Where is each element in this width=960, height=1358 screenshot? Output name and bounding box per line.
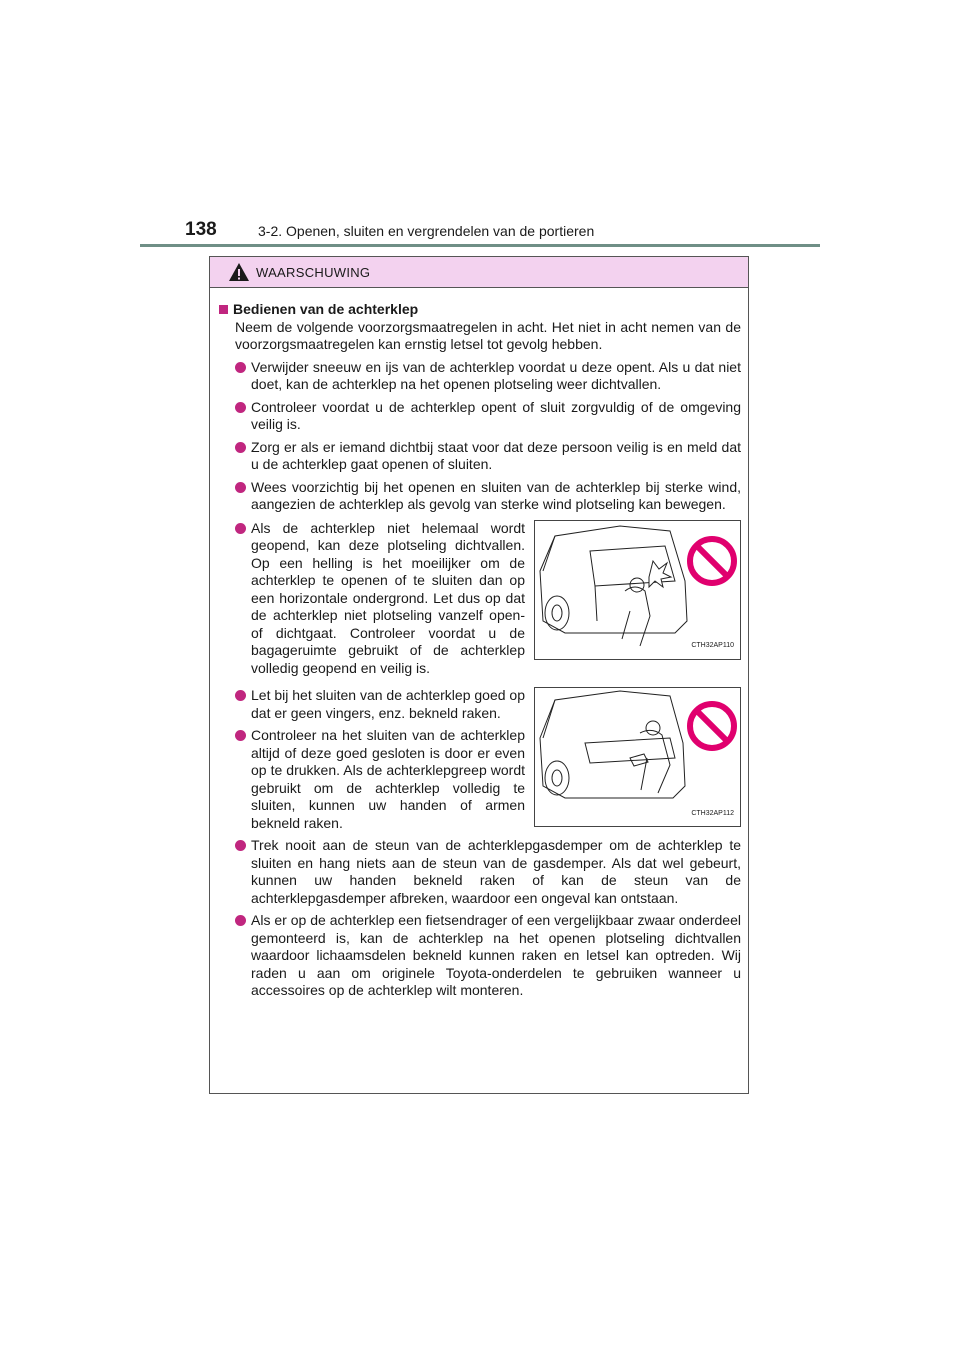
prohibition-icon bbox=[690, 539, 734, 583]
list-item-text: Wees voorzichtig bij het openen en sluiten van de achterklep bij sterke wind, aangezien de achterklep als gevolg van sterke wind plotseling kan bewegen. bbox=[251, 478, 741, 512]
list-item-text: Zorg er als er iemand dichtbij staat voor dat deze persoon veilig is en meld dat u de achterklep gaat openen of sluiten. bbox=[251, 438, 741, 472]
bullet-icon bbox=[235, 523, 246, 534]
list-item-text: Als er op de achterklep een fietsendrager of een vergelijkbaar zwaar onderdeel gemonteerd is, kan de achterklep na het openen plotseling dichtvallen waardoor lichaamsdelen bekneld kunnen raken en letsel kan optreden. Wij raden u aan om originele Toyota-onderdelen te gebruiken wanneer u accessoires op de achterklep wilt monteren. bbox=[251, 912, 741, 998]
bullet-icon bbox=[235, 402, 246, 413]
list-item bbox=[219, 399, 741, 434]
warning-box bbox=[209, 256, 749, 1094]
figure-row-2 bbox=[219, 687, 741, 832]
section-title: 3-2. Openen, sluiten en vergrendelen van de portieren bbox=[258, 223, 595, 239]
illustration-tailgate-closing bbox=[534, 520, 741, 660]
list-item-text: Controleer na het sluiten van de achterklep altijd of deze goed gesloten is door er even op te drukken. Als de achterklepgreep wordt gebruikt om de achterklep volledig te sluiten, kunnen uw handen of armen bekneld raken. bbox=[251, 727, 525, 831]
bullet-icon bbox=[235, 915, 246, 926]
list-item-text: Als de achterklep niet helemaal wordt geopend, kan deze plotseling dichtvallen. Op een helling is het moeilijker om de achterklep te openen of te sluiten dan op een horizontale ondergrond. Let dus op dat de achterklep niet plotseling vanzelf open- of dichtgaat. Controleer voordat u de bagageruimte gebruikt of de achterklep volledig geopend en veilig is. bbox=[251, 519, 525, 676]
warning-header bbox=[210, 257, 748, 288]
subheading bbox=[219, 301, 741, 319]
list-item bbox=[219, 837, 741, 907]
list-item-text: Verwijder sneeuw en ijs van de achterklep voordat u deze opent. Als u dat niet doet, kan de achterklep na het openen plotseling weer dichtvallen. bbox=[251, 358, 741, 392]
figure-code: CTH32AP112 bbox=[691, 809, 734, 817]
subheading-text: Bedienen van de achterklep bbox=[233, 301, 419, 317]
list-item bbox=[219, 439, 741, 474]
list-item bbox=[219, 687, 525, 722]
list-item bbox=[219, 727, 525, 832]
warning-content bbox=[210, 287, 748, 1000]
list-item bbox=[219, 479, 741, 514]
bullet-icon bbox=[235, 482, 246, 493]
warning-triangle-icon bbox=[228, 262, 250, 282]
prohibition-icon bbox=[690, 704, 734, 748]
figure-code: CTH32AP110 bbox=[691, 642, 734, 649]
list-item bbox=[219, 912, 741, 1000]
bullet-icon bbox=[235, 442, 246, 453]
bullet-icon bbox=[235, 690, 246, 701]
bullet-icon bbox=[235, 840, 246, 851]
header-rule bbox=[140, 244, 820, 247]
list-item-text: Let bij het sluiten van de achterklep goed op dat er geen vingers, enz. bekneld raken. bbox=[251, 687, 525, 721]
warning-label: WAARSCHUWING bbox=[256, 264, 371, 280]
bullet-icon bbox=[235, 730, 246, 741]
intro-text: Neem de volgende voorzorgsmaatregelen in acht. Het niet in acht nemen van de voorzorgsmaatregelen kan ernstig letsel tot gevolg hebben. bbox=[235, 318, 741, 352]
list-item-text: Trek nooit aan de steun van de achterklepgasdemper om de achterklep te sluiten en hang niets aan de steun van de gasdemper. Als dat wel gebeurt, kunnen uw handen bekneld raken of kan de steun van de achterklepgasdemper afbreken, waardoor een ongeval kan ontstaan. bbox=[251, 837, 741, 906]
list-item-text: Controleer voordat u de achterklep opent of sluit zorgvuldig of de omgeving veilig is. bbox=[251, 398, 741, 432]
figure-row-1 bbox=[219, 520, 741, 678]
illustration-fingers-trapped bbox=[534, 687, 741, 827]
square-bullet-icon bbox=[219, 305, 228, 314]
list-item bbox=[219, 520, 525, 678]
bullet-icon bbox=[235, 362, 246, 373]
list-item bbox=[219, 359, 741, 394]
page-number: 138 bbox=[185, 219, 217, 240]
